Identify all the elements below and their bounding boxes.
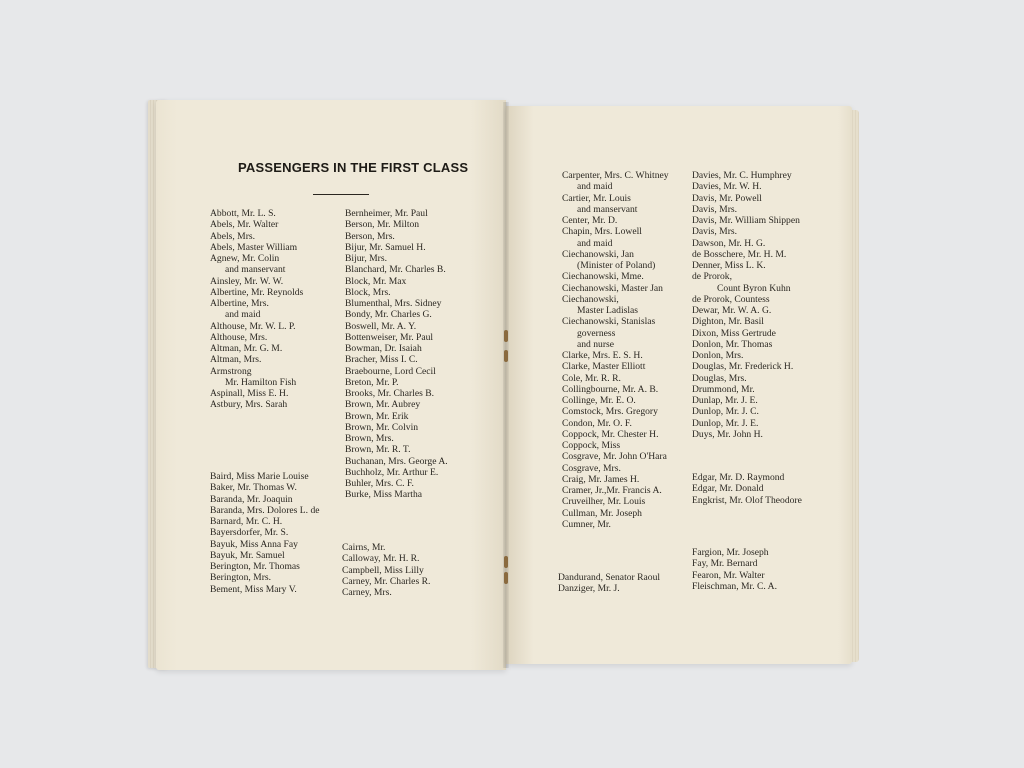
passenger-entry: Drummond, Mr. <box>692 383 755 395</box>
passenger-column-2b <box>342 542 430 598</box>
passenger-entry: Comstock, Mrs. Gregory <box>562 406 658 418</box>
passenger-entry: Albertine, Mrs. <box>210 298 269 309</box>
passenger-column-3b <box>558 572 660 595</box>
passenger-entry: and maid <box>577 181 613 193</box>
passenger-entry: Fearon, Mr. Walter <box>692 569 765 581</box>
passenger-entry: Denner, Miss L. K. <box>692 260 766 271</box>
passenger-entry: Brown, Mr. Colvin <box>345 421 419 433</box>
passenger-entry: Carpenter, Mrs. C. Whitney <box>562 170 669 181</box>
staple-middle <box>504 350 508 362</box>
passenger-entry: Bement, Miss Mary V. <box>210 583 297 595</box>
passenger-entry: Coppock, Miss <box>562 440 621 451</box>
passenger-entry: Davies, Mr. C. Humphrey <box>692 170 792 181</box>
passenger-entry: Ciechanowski, <box>562 293 619 305</box>
passenger-entry: Agnew, Mr. Colin <box>210 253 280 264</box>
passenger-entry: Blanchard, Mr. Charles B. <box>345 264 446 276</box>
passenger-entry: Collinge, Mr. E. O. <box>562 395 636 406</box>
passenger-entry: Ciechanowski, Master Jan <box>562 282 663 294</box>
passenger-entry: Davies, Mr. W. H. <box>692 181 762 193</box>
passenger-entry: Ciechanowski, Stanislas <box>562 316 656 328</box>
staple-bottom <box>504 556 508 568</box>
passenger-entry: Master Ladislas <box>577 305 639 316</box>
passenger-entry: Altman, Mr. G. M. <box>210 343 283 354</box>
passenger-entry: Altman, Mrs. <box>210 354 262 366</box>
passenger-entry: Baranda, Mrs. Dolores L. de <box>210 504 320 516</box>
passenger-entry: Clarke, Master Elliott <box>562 361 646 373</box>
passenger-column-4c <box>692 547 777 592</box>
passenger-entry: Bayersdorfer, Mr. S. <box>210 527 289 539</box>
passenger-entry: and manservant <box>225 264 286 276</box>
passenger-entry: and maid <box>225 309 261 321</box>
passenger-entry: Donlon, Mr. Thomas <box>692 338 773 350</box>
passenger-entry: de Bosschere, Mr. H. M. <box>692 248 787 260</box>
passenger-entry: Bernheimer, Mr. Paul <box>345 208 428 219</box>
passenger-entry: de Prorok, Countess <box>692 293 770 305</box>
passenger-column-4b <box>692 472 802 506</box>
passenger-entry: Dawson, Mr. H. G. <box>692 237 766 249</box>
passenger-entry: Cole, Mr. R. R. <box>562 372 621 384</box>
passenger-entry: Donlon, Mrs. <box>692 350 744 361</box>
passenger-entry: Burke, Miss Martha <box>345 489 423 501</box>
passenger-entry: Dewar, Mr. W. A. G. <box>692 305 772 316</box>
passenger-entry: Ciechanowski, Jan <box>562 248 634 260</box>
passenger-entry: Danziger, Mr. J. <box>558 583 620 595</box>
passenger-entry: Ciechanowski, Mme. <box>562 271 644 283</box>
passenger-entry: Brooks, Mr. Charles B. <box>345 388 435 399</box>
passenger-entry: Engkrist, Mr. Olof Theodore <box>692 494 802 506</box>
passenger-entry: Block, Mrs. <box>345 286 391 298</box>
passenger-entry: Fargion, Mr. Joseph <box>692 547 769 558</box>
passenger-entry: Boswell, Mr. A. Y. <box>345 320 417 332</box>
passenger-entry: Aspinall, Miss E. H. <box>210 388 289 399</box>
passenger-entry: Bondy, Mr. Charles G. <box>345 309 432 321</box>
passenger-entry: Edgar, Mr. D. Raymond <box>692 472 785 483</box>
passenger-entry: Albertine, Mr. Reynolds <box>210 286 304 298</box>
passenger-entry: Brown, Mr. R. T. <box>345 444 411 456</box>
passenger-entry: Cosgrave, Mrs. <box>562 462 621 474</box>
passenger-entry: Brown, Mrs. <box>345 433 394 444</box>
passenger-entry: Edgar, Mr. Donald <box>692 483 764 495</box>
passenger-entry: Cruveilher, Mr. Louis <box>562 496 646 508</box>
passenger-entry: Berington, Mr. Thomas <box>210 561 300 572</box>
passenger-column-2a <box>345 208 448 501</box>
passenger-entry: Barnard, Mr. C. H. <box>210 516 283 527</box>
passenger-entry: Cumner, Mr. <box>562 518 611 530</box>
passenger-entry: Carney, Mrs. <box>342 587 392 598</box>
passenger-column-4a <box>692 170 800 440</box>
passenger-entry: Blumenthal, Mrs. Sidney <box>345 298 442 309</box>
passenger-entry: Bijur, Mr. Samuel H. <box>345 241 426 253</box>
passenger-entry: de Prorok, <box>692 271 732 283</box>
passenger-entry: Ainsley, Mr. W. W. <box>210 275 284 287</box>
staple-bottom-2 <box>504 572 508 584</box>
passenger-entry: Coppock, Mr. Chester H. <box>562 428 659 440</box>
passenger-entry: Center, Mr. D. <box>562 215 618 226</box>
passenger-entry: Dunlop, Mr. J. E. <box>692 417 759 429</box>
passenger-entry: Craig, Mr. James H. <box>562 473 640 485</box>
passenger-column-1a <box>210 208 303 411</box>
passenger-entry: Count Byron Kuhn <box>717 282 791 294</box>
passenger-entry: Berson, Mrs. <box>345 230 395 242</box>
page-heading: PASSENGERS IN THE FIRST CLASS <box>238 160 469 175</box>
passenger-entry: Carney, Mr. Charles R. <box>342 575 431 587</box>
passenger-entry: Dunlop, Mr. J. C. <box>692 406 759 418</box>
passenger-entry: Cairns, Mr. <box>342 542 386 553</box>
passenger-entry: Brown, Mr. Erik <box>345 410 409 422</box>
passenger-entry: Dixon, Miss Gertrude <box>692 327 776 339</box>
passenger-entry: Buhler, Mrs. C. F. <box>345 478 414 489</box>
passenger-entry: governess <box>577 327 616 339</box>
passenger-entry: Althouse, Mr. W. L. P. <box>210 320 296 332</box>
passenger-entry: Clarke, Mrs. E. S. H. <box>562 350 643 361</box>
passenger-entry: Collingbourne, Mr. A. B. <box>562 383 659 395</box>
passenger-entry: Cartier, Mr. Louis <box>562 192 631 204</box>
passenger-entry: Baird, Miss Marie Louise <box>210 471 309 482</box>
passenger-entry: Berson, Mr. Milton <box>345 219 420 231</box>
passenger-entry: Campbell, Miss Lilly <box>342 564 424 576</box>
passenger-entry: Calloway, Mr. H. R. <box>342 553 420 565</box>
passenger-entry: and nurse <box>577 338 615 350</box>
passenger-entry: Duys, Mr. John H. <box>692 428 763 440</box>
passenger-column-3a <box>562 170 669 530</box>
passenger-entry: Dighton, Mr. Basil <box>692 316 764 328</box>
passenger-entry: Bayuk, Mr. Samuel <box>210 549 285 561</box>
passenger-entry: and manservant <box>577 203 638 215</box>
passenger-entry: Dandurand, Senator Raoul <box>558 572 661 583</box>
passenger-entry: Astbury, Mrs. Sarah <box>210 399 288 411</box>
passenger-entry: (Minister of Poland) <box>577 260 656 271</box>
passenger-entry: Cullman, Mr. Joseph <box>562 507 642 519</box>
passenger-entry: Davis, Mrs. <box>692 226 738 238</box>
passenger-column-1b <box>210 471 320 595</box>
heading-rule <box>313 194 369 195</box>
right-page-edges <box>850 110 859 662</box>
passenger-entry: Breton, Mr. P. <box>345 376 399 388</box>
passenger-entry: Block, Mr. Max <box>345 275 407 287</box>
passenger-entry: Bowman, Dr. Isaiah <box>345 343 422 354</box>
passenger-entry: Davis, Mr. William Shippen <box>692 215 800 226</box>
passenger-entry: Dunlap, Mr. J. E. <box>692 395 758 406</box>
passenger-entry: Buchanan, Mrs. George A. <box>345 455 448 467</box>
passenger-entry: Davis, Mrs. <box>692 203 738 215</box>
passenger-entry: Bayuk, Miss Anna Fay <box>210 538 298 550</box>
passenger-entry: and maid <box>577 237 613 249</box>
open-booklet <box>148 98 860 670</box>
passenger-entry: Bijur, Mrs. <box>345 253 387 264</box>
passenger-entry: Abels, Mrs. <box>210 230 256 242</box>
passenger-entry: Berington, Mrs. <box>210 572 272 584</box>
passenger-entry: Abels, Mr. Walter <box>210 219 279 231</box>
passenger-entry: Bottenweiser, Mr. Paul <box>345 331 434 343</box>
passenger-entry: Douglas, Mrs. <box>692 372 747 384</box>
passenger-entry: Abels, Master William <box>210 241 298 253</box>
passenger-entry: Althouse, Mrs. <box>210 331 268 343</box>
passenger-entry: Abbott, Mr. L. S. <box>210 208 276 219</box>
passenger-entry: Baker, Mr. Thomas W. <box>210 482 297 494</box>
passenger-entry: Braebourne, Lord Cecil <box>345 365 436 377</box>
passenger-entry: Cosgrave, Mr. John O'Hara <box>562 451 667 463</box>
passenger-entry: Cramer, Jr.,Mr. Francis A. <box>562 485 662 496</box>
passenger-entry: Bracher, Miss I. C. <box>345 354 418 366</box>
passenger-entry: Fleischman, Mr. C. A. <box>692 580 778 592</box>
staple-top <box>504 330 508 342</box>
passenger-entry: Armstrong <box>210 365 252 377</box>
passenger-entry: Fay, Mr. Bernard <box>692 558 758 570</box>
passenger-entry: Douglas, Mr. Frederick H. <box>692 361 794 373</box>
passenger-entry: Baranda, Mr. Joaquin <box>210 493 293 505</box>
passenger-entry: Brown, Mr. Aubrey <box>345 399 421 411</box>
passenger-entry: Chapin, Mrs. Lowell <box>562 226 642 238</box>
passenger-entry: Buchholz, Mr. Arthur E. <box>345 466 439 478</box>
passenger-entry: Condon, Mr. O. F. <box>562 417 632 429</box>
left-page <box>156 100 506 670</box>
passenger-entry: Mr. Hamilton Fish <box>225 376 297 388</box>
passenger-entry: Davis, Mr. Powell <box>692 192 762 204</box>
